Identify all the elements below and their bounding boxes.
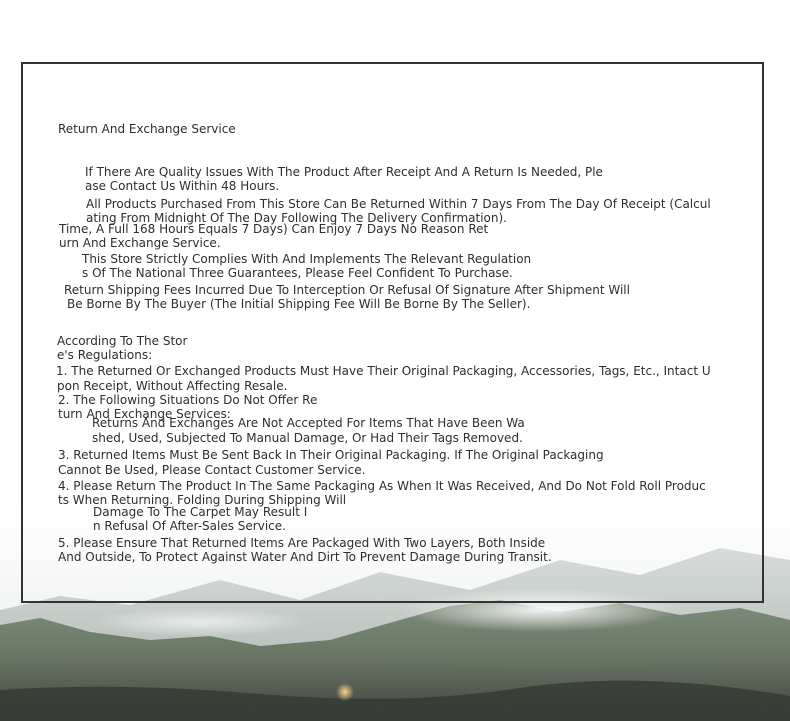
regulations-line: And Outside, To Protect Against Water And Dirt To Prevent Damage During Transit. (58, 550, 552, 564)
regulations-line: 5. Please Ensure That Returned Items Are Packaged With Two Layers, Both Inside (58, 536, 546, 550)
paragraph-line: s Of The National Three Guarantees, Please Feel Confident To Purchase. (82, 266, 513, 280)
regulations-line: Damage To The Carpet May Result I (93, 505, 308, 519)
regulations-line: n Refusal Of After-Sales Service. (93, 519, 286, 533)
regulations-line: pon Receipt, Without Affecting Resale. (57, 379, 288, 393)
regulations-line: ts When Returning. Folding During Shipping Will (58, 493, 347, 507)
regulations-line: turn And Exchange Services: (58, 407, 231, 421)
section-title: Return And Exchange Service (58, 122, 236, 136)
regulations-line: Cannot Be Used, Please Contact Customer Service. (58, 463, 366, 477)
paragraph-line: urn And Exchange Service. (59, 236, 221, 250)
regulations-line: Returns And Exchanges Are Not Accepted For Items That Have Been Wa (92, 416, 525, 430)
regulations-line: 2. The Following Situations Do Not Offer Re (58, 393, 318, 407)
regulations-line: 3. Returned Items Must Be Sent Back In Their Original Packaging. If The Original Packaging (58, 448, 604, 462)
regulations-line: shed, Used, Subjected To Manual Damage, Or Had Their Tags Removed. (92, 431, 523, 445)
paragraph-line: Time, A Full 168 Hours Equals 7 Days) Can Enjoy 7 Days No Reason Ret (59, 222, 489, 236)
regulations-line: 4. Please Return The Product In The Same Packaging As When It Was Received, And Do Not Fold Roll Produc (58, 479, 706, 493)
paragraph-line: If There Are Quality Issues With The Product After Receipt And A Return Is Needed, Ple (85, 165, 603, 179)
paragraph-line: ase Contact Us Within 48 Hours. (85, 179, 280, 193)
paragraph-line: Be Borne By The Buyer (The Initial Shipping Fee Will Be Borne By The Seller). (67, 297, 531, 311)
paragraph-line: Return Shipping Fees Incurred Due To Interception Or Refusal Of Signature After Shipment Will (64, 283, 630, 297)
paragraph-line: All Products Purchased From This Store Can Be Returned Within 7 Days From The Day Of Receipt (Calcul (86, 197, 711, 211)
paragraph-line: This Store Strictly Complies With And Implements The Relevant Regulation (82, 252, 532, 266)
regulations-line: e's Regulations: (57, 348, 153, 362)
regulations-line: According To The Stor (57, 334, 188, 348)
regulations-line: 1. The Returned Or Exchanged Products Must Have Their Original Packaging, Accessories, Tags, Etc., Intact U (56, 364, 711, 378)
paragraph-line: ating From Midnight Of The Day Following The Delivery Confirmation). (86, 211, 507, 225)
